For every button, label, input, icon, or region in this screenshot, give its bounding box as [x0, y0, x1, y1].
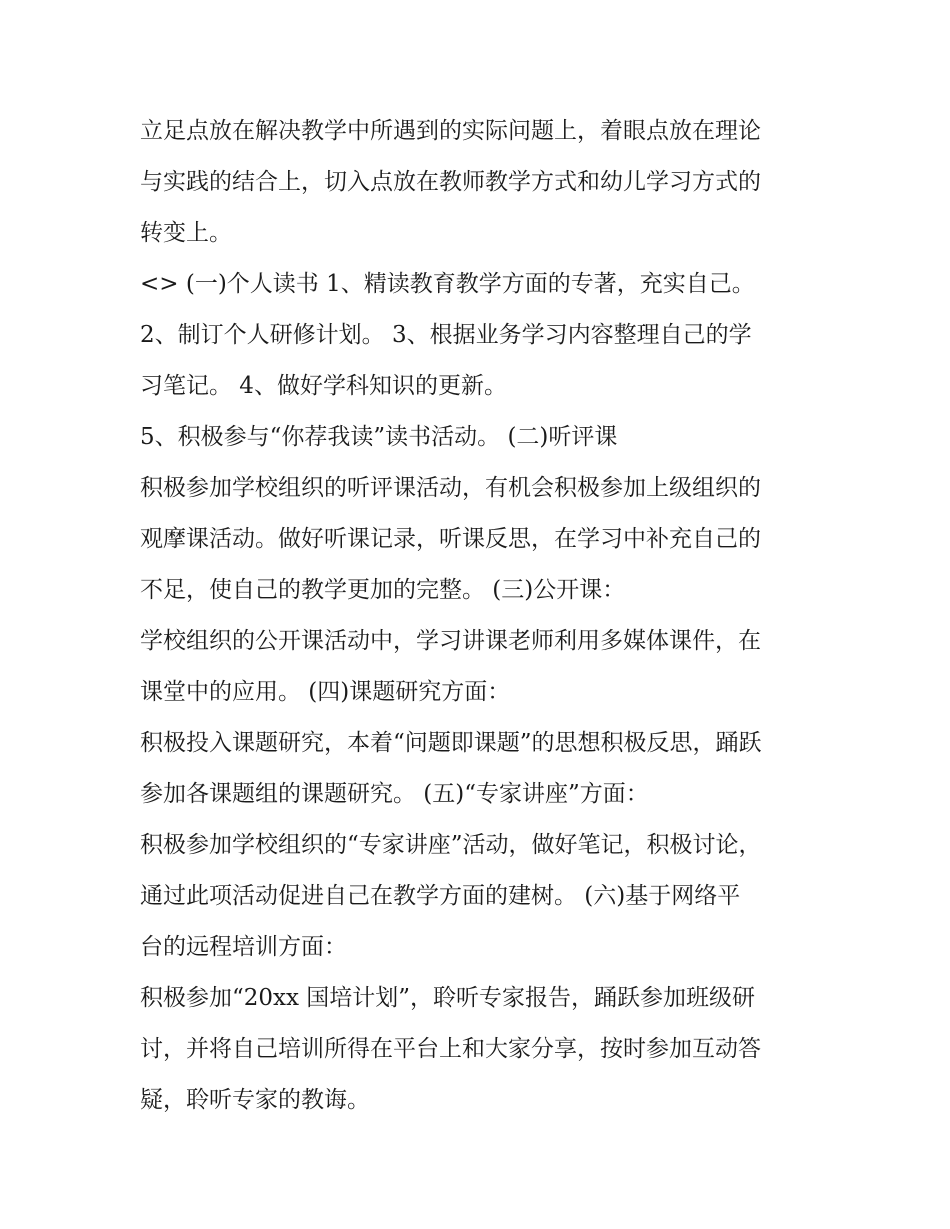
- text-line: 学校组织的公开课活动中，学习讲课老师利用多媒体课件，在: [140, 628, 761, 654]
- text-line: 积极参加“20xx 国培计划”，聆听专家报告，踊跃参加班级研: [140, 985, 756, 1011]
- text-line: 习笔记。 4、做好学科知识的更新。: [140, 373, 507, 399]
- text-line: 积极参加学校组织的听评课活动，有机会积极参加上级组织的: [140, 475, 761, 501]
- text-line: 2、制订个人研修计划。 3、根据业务学习内容整理自己的学: [140, 322, 752, 348]
- text-line: 通过此项活动促进自己在教学方面的建树。 (六)基于网络平: [140, 883, 741, 909]
- text-line: 参加各课题组的课题研究。 (五)“专家讲座”方面：: [140, 781, 649, 807]
- text-line: <> (一)个人读书 1、精读教育教学方面的专著，充实自己。: [140, 271, 755, 297]
- text-line: 与实践的结合上，切入点放在教师教学方式和幼儿学习方式的: [140, 169, 761, 195]
- text-line: 立足点放在解决教学中所遇到的实际问题上，着眼点放在理论: [140, 118, 761, 144]
- text-line: 课堂中的应用。 (四)课题研究方面：: [140, 679, 511, 705]
- document-body: [140, 106, 830, 1126]
- text-line: 转变上。: [140, 220, 232, 246]
- text-line: 讨，并将自己培训所得在平台上和大家分享，按时参加互动答: [140, 1036, 761, 1062]
- text-line: 积极投入课题研究，本着“问题即课题”的思想积极反思，踊跃: [140, 730, 762, 756]
- text-line: 5、积极参与“你荐我读”读书活动。 (二)听评课: [140, 424, 618, 450]
- text-line: 观摩课活动。做好听课记录，听课反思，在学习中补充自己的: [140, 526, 761, 552]
- text-line: 台的远程培训方面：: [140, 934, 347, 960]
- text-line: 积极参加学校组织的“专家讲座”活动，做好笔记，积极讨论，: [140, 832, 762, 858]
- text-line: 疑，聆听专家的教诲。: [140, 1087, 370, 1113]
- text-line: 不足，使自己的教学更加的完整。 (三)公开课：: [140, 577, 626, 603]
